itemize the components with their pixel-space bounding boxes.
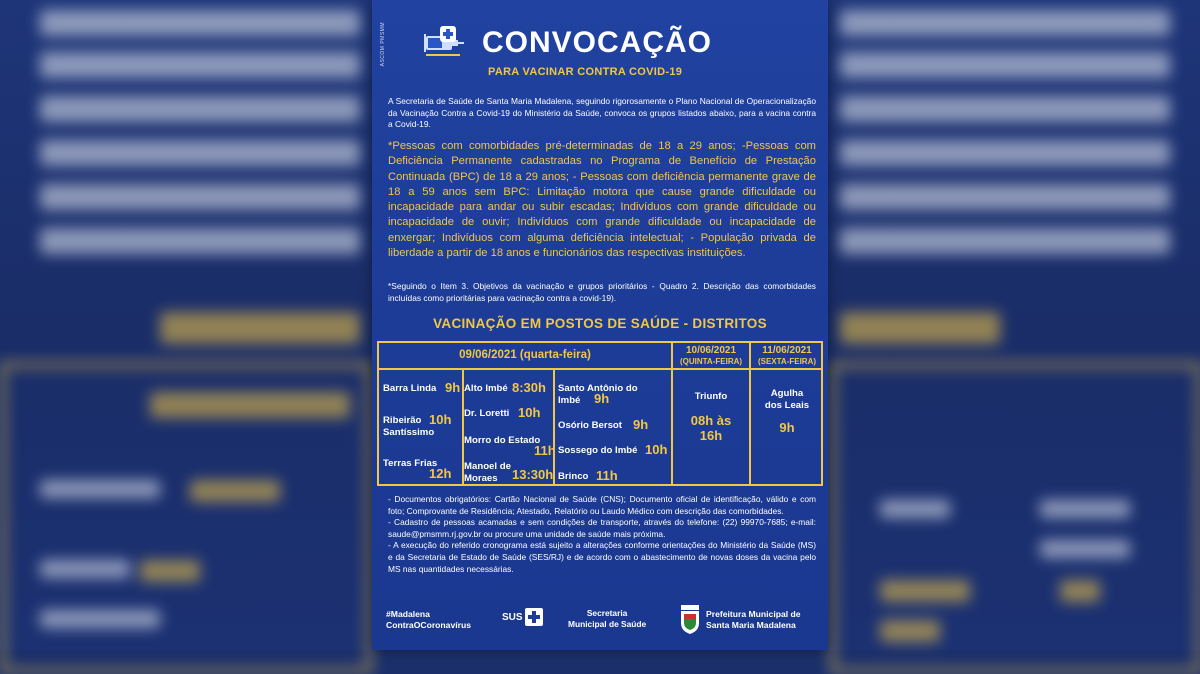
list-item: Agulha dos Leais 9h: [764, 388, 810, 435]
reference-note: *Seguindo o Item 3. Objetivos da vacinação e grupos prioritários - Quadro 2. Descrição das comorbidades incluídas como prioritárias para vacinação contra a covid-19).: [388, 281, 816, 303]
sus-cross-icon: [525, 608, 543, 626]
vaccination-poster: [372, 0, 828, 650]
priority-groups-text: *Pessoas com comorbidades pré-determinadas de 18 a 29 anos; -Pessoas com Deficiência Permanente cadastradas no Programa de Benefício de Prestação Continuada (BPC) de 18 a 29 anos; - Pessoas com deficiência permanente grave de 18 a 59 anos sem BPC: Limitação motora que cause grande dificuldade ou incapacidade para andar ou subir escadas; Indivíduos com grande dificuldade ou incapacidade de ouvir; Indivíduos com grande dificuldade ou incapacidade de enxergar; Indivíduos com alguma deficiência intelectual; - População privada de liberdade a partir de 18 anos e funcionários das respectivas instituições.: [388, 140, 816, 260]
credit-label: ASCOM PMSMM: [380, 22, 386, 67]
list-item: Alto Imbé 8:30h: [464, 380, 546, 395]
documents-note: - Documentos obrigatórios: Cartão Nacional de Saúde (CNS); Documento oficial de identificação, válido e com foto; Comprovante de Residência; Atestado, Relatório ou Laudo Médico com descrição das comorbidades.: [388, 494, 816, 516]
page-subtitle: PARA VACINAR CONTRA COVID-19: [488, 66, 683, 78]
schedule-table: [377, 341, 823, 486]
registration-note: - Cadastro de pessoas acamadas e sem condições de transporte, através do telefone: (22) 99970-7685; e-mail: saude@pmsmm.rj.gov.br ou procure uma unidade de saúde mais próxima.: [388, 517, 816, 539]
intro-text: A Secretaria de Saúde de Santa Maria Madalena, seguindo rigorosamente o Plano Nacional de Operacionalização da Vacinação Contra a Covid-19 do Ministério da Saúde, convoca os grupos listados abaixo, para a vacina contra a Covid-19.: [388, 96, 816, 130]
list-item: Osório Bersot 9h: [558, 417, 649, 432]
footer-notes: [388, 494, 816, 575]
list-item: Manoel de Moraes 13:30h: [464, 461, 554, 484]
schedule-title: VACINAÇÃO EM POSTOS DE SAÚDE - DISTRITOS: [433, 316, 767, 331]
list-item: Dr. Loretti 10h: [464, 405, 541, 420]
list-item: Ribeirão Santíssimo 10h: [383, 412, 452, 438]
list-item: Santo Antônio do Imbé 9h: [558, 383, 638, 406]
vaccine-syringe-icon: [424, 24, 464, 60]
prefeitura-logo: Prefeitura Municipal de Santa Maria Madalena: [678, 605, 801, 635]
list-item: Triunfo 08h às 16h: [690, 391, 732, 443]
page-title: CONVOCAÇÃO: [482, 26, 713, 59]
day2-header: 10/06/2021 (QUINTA-FEIRA): [679, 345, 743, 366]
footer-logos: [372, 604, 828, 638]
list-item: Sossego do Imbé 10h: [558, 442, 668, 457]
secretaria-logo: Secretaria Municipal de Saúde: [568, 608, 647, 629]
coat-of-arms-icon: [678, 605, 702, 635]
list-item: Brinco 11h: [558, 468, 618, 483]
schedule-disclaimer: - A execução do referido cronograma está sujeito a alterações conforme orientações do Ministério da Saúde (MS) e da Secretaria de Estado de Saúde (SES/RJ) e de acordo com o abastecimento de novas doses da vacina pelo MS nas quantidades necessárias.: [388, 540, 816, 574]
day1-header: 09/06/2021 (quarta-feira): [459, 349, 591, 361]
list-item: Barra Linda 9h: [383, 380, 461, 395]
sus-logo: SUS: [502, 608, 543, 626]
hashtag: #Madalena ContraOCoronavírus: [386, 609, 471, 630]
list-item: Morro do Estado 11h: [464, 435, 556, 458]
list-item: Terras Frias 12h: [383, 458, 452, 481]
day3-header: 11/06/2021 (SEXTA-FEIRA): [757, 345, 817, 366]
